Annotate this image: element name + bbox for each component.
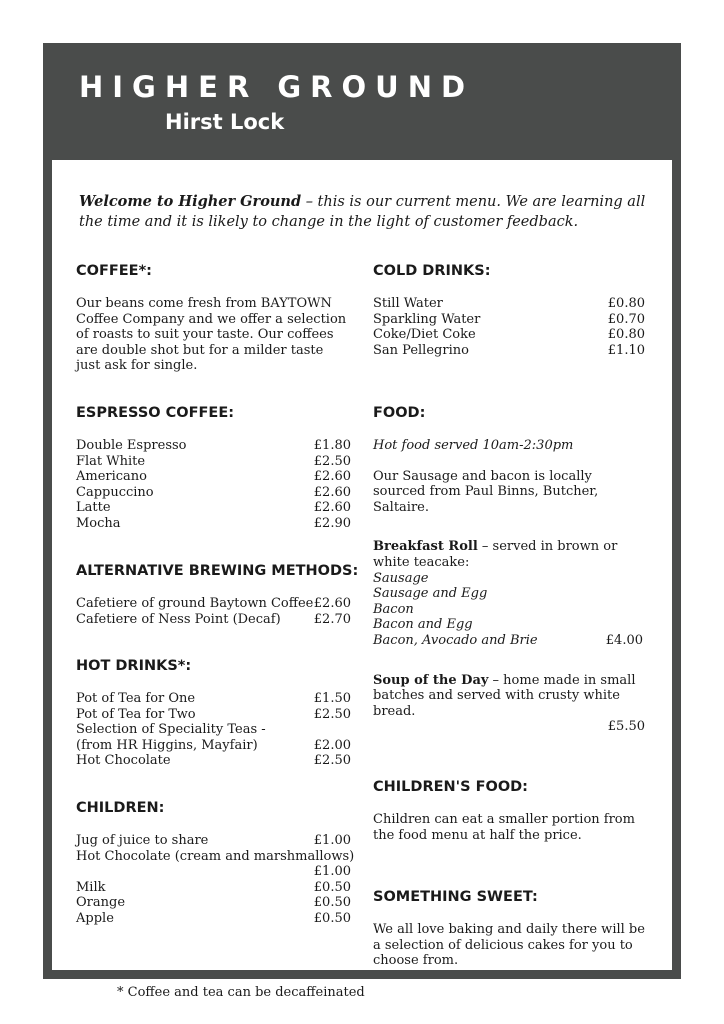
menu-item: Hot Chocolate £2.50	[76, 753, 351, 769]
welcome-lead: Welcome to Higher Ground	[79, 193, 302, 210]
decaf-footnote: * Coffee and tea can be decaffeinated	[117, 985, 365, 1000]
menu-item: Pot of Tea for One £1.50	[76, 691, 351, 706]
soup-title: Soup of the Day	[373, 672, 489, 688]
food-heading: FOOD:	[373, 405, 426, 421]
children-heading: CHILDREN:	[76, 800, 165, 816]
breakfast-roll-description: Breakfast Roll – served in brown or white teacake:	[373, 539, 618, 570]
coffee-section	[76, 262, 351, 374]
menu-item: Sparkling Water £0.70	[373, 311, 645, 327]
roll-option: Sausage and Egg	[373, 586, 488, 602]
menu-item: Double Espresso £1.80	[76, 438, 351, 453]
something-sweet-heading: SOMETHING SWEET:	[373, 889, 538, 905]
soup-price: £5.50	[607, 719, 645, 735]
cold-drinks-list	[373, 296, 645, 358]
menu-item: San Pellegrino £1.10	[373, 342, 645, 358]
menu-item: Orange £0.50	[76, 895, 351, 911]
menu-item: Pot of Tea for Two £2.50	[76, 706, 351, 722]
something-sweet-text: We all love baking and daily there will be a selection of delicious cakes for you to choose from.	[373, 922, 645, 969]
hot-drinks-section	[76, 657, 351, 769]
food-sourcing: Our Sausage and bacon is locally sourced from Paul Binns, Butcher, Saltaire.	[373, 468, 599, 515]
menu-item: Selection of Speciality Teas -	[76, 722, 266, 738]
roll-option: Bacon	[373, 601, 414, 617]
menu-frame	[43, 43, 681, 1000]
menu-panel	[52, 160, 672, 1000]
roll-option: Bacon and Egg	[373, 617, 473, 633]
espresso-section	[76, 404, 351, 532]
menu-item: Cafetiere of Ness Point (Decaf) £2.70	[76, 611, 351, 627]
menu-item: Cappuccino £2.60	[76, 484, 351, 500]
espresso-heading: ESPRESSO COFFEE:	[76, 405, 235, 421]
brewing-list	[76, 596, 351, 627]
brewing-section	[76, 562, 359, 627]
soup-description: Soup of the Day – home made in small batches and served with crusty white bread.	[373, 672, 636, 719]
coffee-heading: COFFEE*:	[76, 263, 152, 279]
childrens-food-section	[373, 778, 645, 843]
cold-drinks-heading: COLD DRINKS:	[373, 263, 491, 279]
hot-drinks-heading: HOT DRINKS*:	[76, 658, 192, 674]
coffee-description: Our beans come fresh from BAYTOWN Coffee Company and we offer a selection of roasts to suit your taste. Our coffees are double shot but for a milder taste just ask for single.	[76, 296, 347, 374]
roll-option: Sausage	[373, 570, 429, 586]
hot-drinks-list	[76, 691, 351, 769]
cold-drinks-section	[373, 262, 645, 358]
food-hours: Hot food served 10am-2:30pm	[373, 438, 574, 453]
menu-item: Jug of juice to share £1.00	[76, 833, 351, 848]
welcome-text	[79, 192, 649, 232]
breakfast-roll-title: Breakfast Roll	[373, 539, 478, 555]
menu-header	[43, 43, 681, 160]
food-section	[373, 404, 645, 735]
brewing-heading: ALTERNATIVE BREWING METHODS:	[76, 563, 359, 579]
welcome-body: – this is our current menu. We are learning all the time and it is likely to change in the light of customer feedback.	[79, 194, 646, 230]
menu-item: Still Water £0.80	[373, 296, 645, 311]
menu-item: Americano £2.60	[76, 469, 351, 485]
cafe-name: HIGHER GROUND	[79, 70, 475, 104]
children-list	[76, 833, 355, 927]
menu-item: Latte £2.60	[76, 500, 351, 516]
menu-item: Mocha £2.90	[76, 515, 351, 531]
menu-item: Flat White £2.50	[76, 453, 351, 469]
menu-item-price: £1.00	[313, 864, 351, 880]
menu-item: Hot Chocolate (cream and marshmallows)	[76, 848, 355, 864]
location-name: Hirst Lock	[165, 110, 285, 134]
menu-item: (from HR Higgins, Mayfair) £2.00	[76, 737, 351, 753]
menu-item: Coke/Diet Coke £0.80	[373, 327, 645, 343]
espresso-list	[76, 438, 351, 532]
roll-option-priced: Bacon, Avocado and Brie £4.00	[373, 632, 643, 648]
childrens-food-heading: CHILDREN'S FOOD:	[373, 779, 528, 795]
menu-item: Milk £0.50	[76, 879, 351, 895]
something-sweet-section	[373, 888, 645, 969]
children-section	[76, 799, 355, 927]
menu-item: Cafetiere of ground Baytown Coffee £2.60	[76, 596, 351, 611]
childrens-food-text: Children can eat a smaller portion from the food menu at half the price.	[373, 812, 635, 843]
menu-item: Apple £0.50	[76, 910, 351, 926]
